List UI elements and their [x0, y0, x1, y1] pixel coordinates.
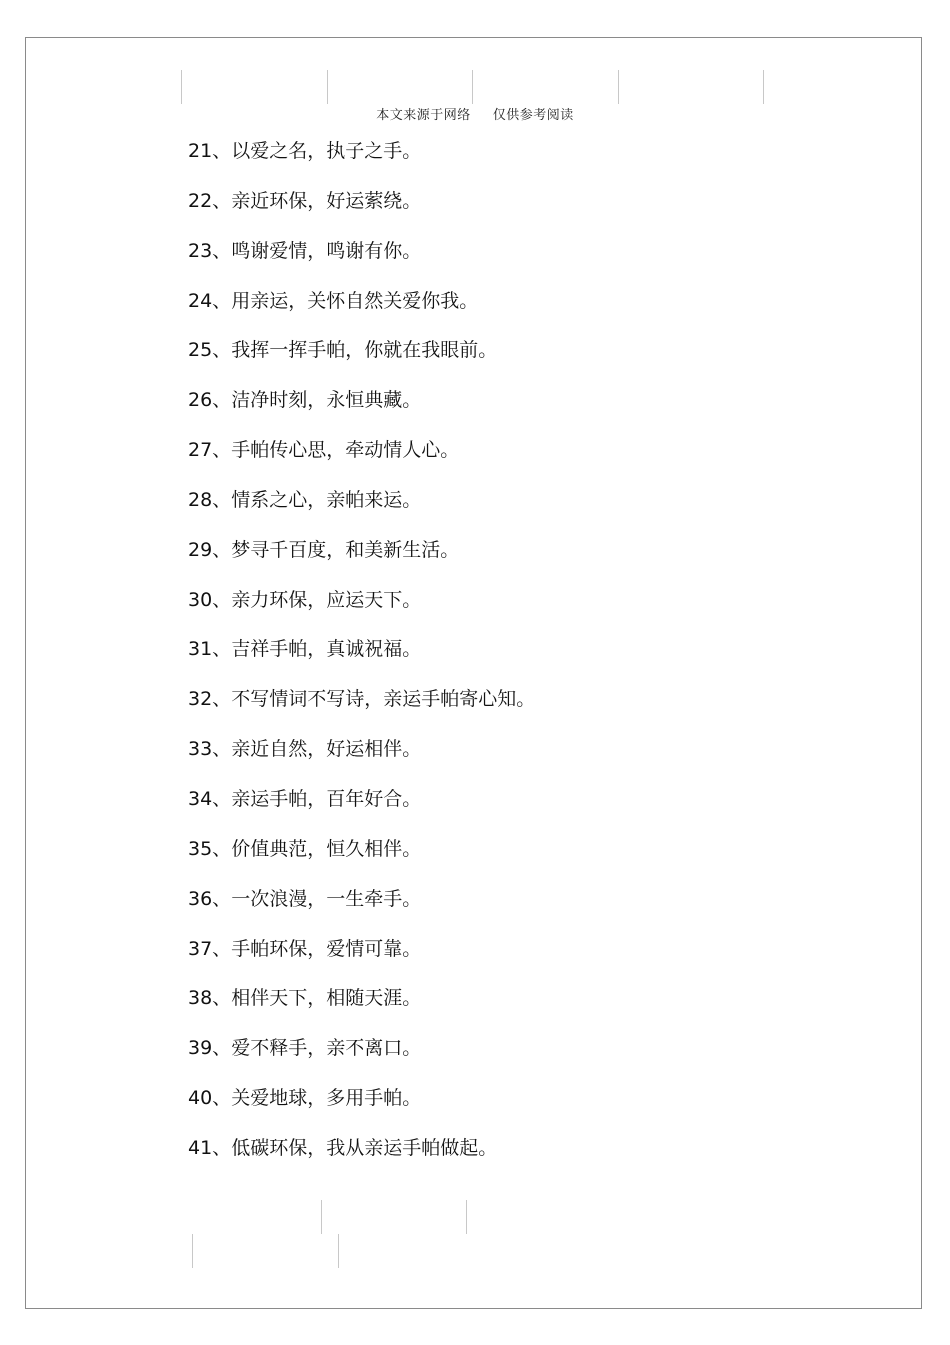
list-item — [188, 782, 535, 832]
item-text: 情系之心，亲帕来运。 — [231, 488, 422, 511]
list-item — [188, 134, 535, 184]
item-text: 相伴天下，相随天涯。 — [231, 987, 422, 1010]
item-number: 23、 — [188, 239, 232, 262]
footer-rule — [338, 1234, 339, 1268]
item-number: 35、 — [188, 837, 232, 860]
list-item — [188, 533, 535, 583]
item-text: 梦寻千百度，和美新生活。 — [231, 538, 460, 561]
item-number: 36、 — [188, 887, 232, 910]
header-reference-note: 仅供参考阅读 — [492, 108, 574, 123]
item-text: 用亲运，关怀自然关爱你我。 — [231, 289, 479, 312]
footer-rule — [321, 1200, 322, 1234]
header-source-note: 本文来源于网络 — [376, 108, 471, 123]
list-item — [188, 1081, 535, 1131]
header-rule — [472, 70, 473, 104]
item-text: 爱不释手，亲不离口。 — [231, 1037, 422, 1060]
item-text: 低碳环保，我从亲运手帕做起。 — [231, 1136, 498, 1159]
item-text: 鸣谢爱情，鸣谢有你。 — [231, 239, 422, 262]
footer-rule — [466, 1200, 467, 1234]
list-item — [188, 832, 535, 882]
item-text: 以爱之名，执子之手。 — [231, 140, 422, 162]
item-text: 关爱地球，多用手帕。 — [231, 1087, 422, 1110]
list-item — [188, 932, 535, 982]
list-item — [188, 583, 535, 633]
header-rule — [618, 70, 619, 104]
list-item — [188, 1031, 535, 1081]
header-rule — [181, 70, 182, 104]
item-number: 22、 — [188, 189, 232, 212]
item-number: 30、 — [188, 588, 232, 611]
item-number: 33、 — [188, 738, 232, 761]
list-item — [188, 682, 535, 732]
item-text: 一次浪漫，一生牵手。 — [231, 887, 422, 910]
header-rule — [763, 70, 764, 104]
list-item — [188, 981, 535, 1031]
item-number: 34、 — [188, 787, 232, 810]
list-item — [188, 882, 535, 932]
item-number: 32、 — [188, 688, 232, 711]
list-item — [188, 732, 535, 782]
item-number: 28、 — [188, 488, 232, 511]
list-item — [188, 333, 535, 383]
footer-rule — [192, 1234, 193, 1268]
item-text: 吉祥手帕，真诚祝福。 — [231, 638, 422, 661]
list-item — [188, 483, 535, 533]
item-text: 亲力环保，应运天下。 — [231, 588, 422, 611]
item-number: 26、 — [188, 389, 232, 412]
item-number: 24、 — [188, 289, 232, 312]
header-note — [0, 104, 950, 123]
item-text: 亲近环保，好运萦绕。 — [231, 189, 422, 212]
item-text: 亲运手帕，百年好合。 — [231, 787, 422, 810]
item-number: 41、 — [188, 1136, 232, 1159]
item-number: 27、 — [188, 439, 232, 462]
item-text: 价值典范，恒久相伴。 — [231, 837, 422, 860]
list-item — [188, 1131, 535, 1181]
list-item — [188, 184, 535, 234]
item-number: 40、 — [188, 1087, 232, 1110]
item-text: 亲近自然，好运相伴。 — [231, 738, 422, 761]
item-number: 38、 — [188, 987, 232, 1010]
item-text: 不写情词不写诗，亲运手帕寄心知。 — [231, 688, 536, 711]
list-item — [188, 632, 535, 682]
item-number: 39、 — [188, 1037, 232, 1060]
list-item — [188, 433, 535, 483]
item-number: 25、 — [188, 339, 232, 362]
header-rule — [327, 70, 328, 104]
list-item — [188, 284, 535, 334]
list-item — [188, 234, 535, 284]
item-number: 21、 — [188, 140, 232, 162]
item-text: 手帕传心思，牵动情人心。 — [231, 439, 460, 462]
item-text: 手帕环保，爱情可靠。 — [231, 937, 422, 960]
item-number: 37、 — [188, 937, 232, 960]
item-text: 我挥一挥手帕，你就在我眼前。 — [231, 339, 498, 362]
item-text: 洁净时刻，永恒典藏。 — [231, 389, 422, 412]
item-number: 31、 — [188, 638, 232, 661]
slogan-list — [188, 134, 535, 1181]
list-item — [188, 383, 535, 433]
item-number: 29、 — [188, 538, 232, 561]
